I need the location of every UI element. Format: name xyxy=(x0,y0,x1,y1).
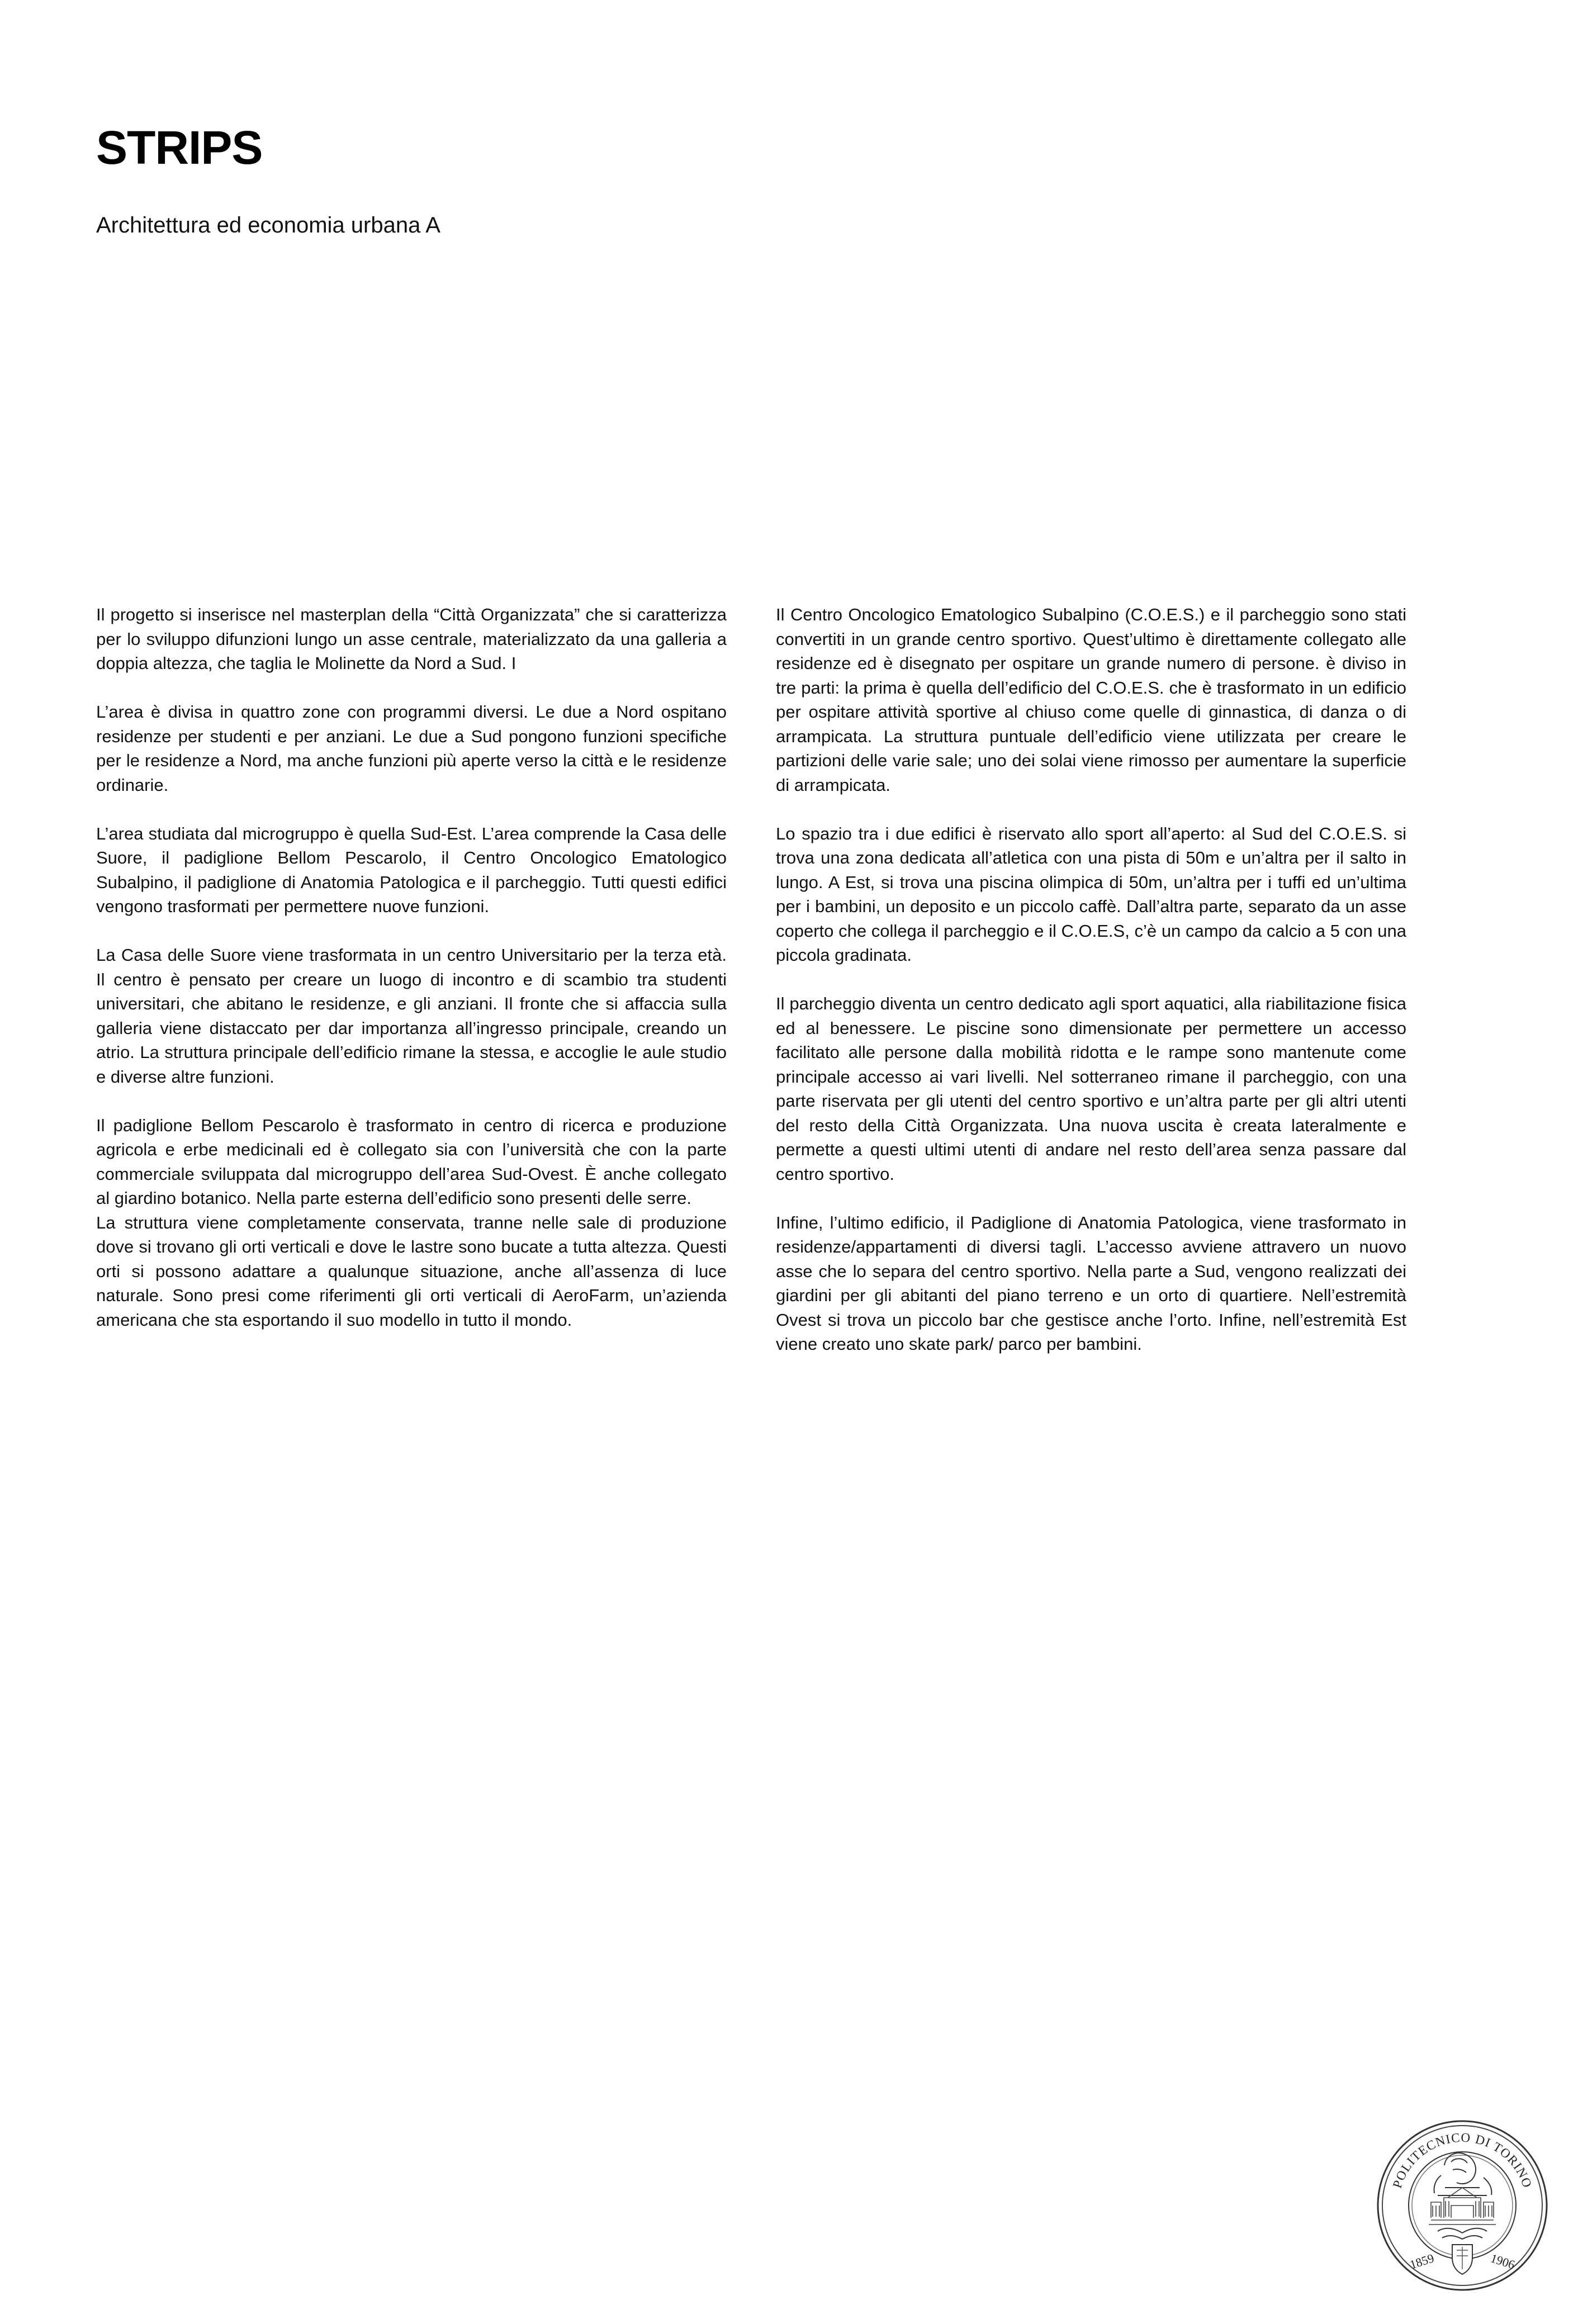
left-paragraph-2: L’area è divisa in quattro zone con programmi diversi. Le due a Nord ospitano residenze per studenti e per anziani. Le due a Sud pongono funzioni specifiche per le residenze a Nord, ma anche funzioni più aperte verso la città e le residenze ordinarie. xyxy=(96,702,727,795)
right-paragraph-4: Infine, l’ultimo edificio, il Padiglione di Anatomia Patologica, viene trasformato in residenze/appartamenti di diversi tagli. L’accesso avviene attravero un nuovo asse che lo separa del centro sportivo. Nella parte a Sud, vengono realizzati dei giardini per gli abitanti del piano terreno e un orto di quartiere. Nell’estremità Ovest si trova un piccolo bar che gestisce anche l’orto. Infine, nell’estremità Est viene creato uno skate park/ parco per bambini. xyxy=(776,1212,1406,1354)
page-title: STRIPS xyxy=(96,121,263,174)
seal-year-left: 1859 xyxy=(1408,2251,1436,2272)
right-paragraph-2: Lo spazio tra i due edifici è riservato allo sport all’aperto: al Sud del C.O.E.S. si trova una zona dedicata all’atletica con una pista di 50m e un’altra per il salto in lungo. A Est, si trova una piscina olimpica di 50m, un’altra per i tuffi ed un’ultima per i bambini, un deposito e un piccolo caffè. Dall’altra parte, separato da un asse coperto che collega il parcheggio e il C.O.E.S, c’è un campo da calcio a 5 con una piccola gradinata. xyxy=(776,823,1406,965)
politecnico-di-torino-seal-icon xyxy=(1375,2118,1549,2293)
seal-text: POLITECNICO DI TORINO xyxy=(1390,2130,1535,2190)
seal-year-right: 1906 xyxy=(1489,2251,1517,2272)
left-paragraph-1: Il progetto si inserisce nel masterplan della “Città Organizzata” che si caratterizza per lo sviluppo difunzioni lungo un asse centrale, materializzato da una galleria a doppia altezza, che taglia le Molinette da Nord a Sud. I xyxy=(96,605,727,673)
left-text-column xyxy=(96,603,727,1357)
right-paragraph-1: Il Centro Oncologico Ematologico Subalpino (C.O.E.S.) e il parcheggio sono stati convertiti in un grande centro sportivo. Quest’ultimo è direttamente collegato alle residenze ed è disegnato per ospitare un grande numero di persone. è diviso in tre parti: la prima è quella dell’edificio del C.O.E.S. che è trasformato in un edificio per ospitare attività sportive al chiuso come quelle di ginnastica, di danza o di arrampicata. La struttura puntuale dell’edificio viene utilizzata per creare le partizioni delle varie sale; uno dei solai viene rimosso per aumentare la superficie di arrampicata. xyxy=(776,605,1406,795)
right-paragraph-3: Il parcheggio diventa un centro dedicato agli sport aquatici, alla riabilitazione fisica ed al benessere. Le piscine sono dimensionate per permettere un accesso facilitato alle persone dalla mobilità ridotta e le rampe sono mantenute come principale accesso ai vari livelli. Nel sotterraneo rimane il parcheggio, con una parte riservata per gli utenti del centro sportivo e un’altra parte per gli altri utenti del resto della Città Organizzata. Una nuova uscita è creata lateralmente e permette a questi ultimi utenti di andare nel resto dell’area senza passare dal centro sportivo. xyxy=(776,994,1406,1184)
right-text-column xyxy=(776,603,1406,1381)
left-paragraph-6: La struttura viene completamente conservata, tranne nelle sale di produzione dove si trovano gli orti verticali e dove le lastre sono bucate a tutta altezza. Questi orti si possono adattare a qualunque situazione, anche all’assenza di luce naturale. Sono presi come riferimenti gli orti verticali di AeroFarm, un’azienda americana che sta esportando il suo modello in tutto il mondo. xyxy=(96,1212,727,1330)
left-paragraph-4: La Casa delle Suore viene trasformata in un centro Universitario per la terza età. Il centro è pensato per creare un luogo di incontro e di scambio tra studenti universitari, che abitano le residenze, e gli anziani. Il fronte che si affaccia sulla galleria viene distaccato per dar importanza all’ingresso principale, creando un atrio. La struttura principale dell’edificio rimane la stessa, e accoglie le aule studio e diverse altre funzioni. xyxy=(96,945,727,1087)
page-subtitle: Architettura ed economia urbana A xyxy=(96,213,440,238)
left-paragraph-3: L’area studiata dal microgruppo è quella Sud-Est. L’area comprende la Casa delle Suore, il padiglione Bellom Pescarolo, il Centro Oncologico Ematologico Subalpino, il padiglione di Anatomia Patologica e il parcheggio. Tutti questi edifici vengono trasformati per permettere nuove funzioni. xyxy=(96,823,727,916)
left-paragraph-5: Il padiglione Bellom Pescarolo è trasformato in centro di ricerca e produzione agricola e erbe medicinali ed è collegato sia con l’università che con la parte commerciale sviluppata dal microgruppo dell’area Sud-Ovest. È anche collegato al giardino botanico. Nella parte esterna dell’edificio sono presenti delle serre. xyxy=(96,1115,727,1208)
